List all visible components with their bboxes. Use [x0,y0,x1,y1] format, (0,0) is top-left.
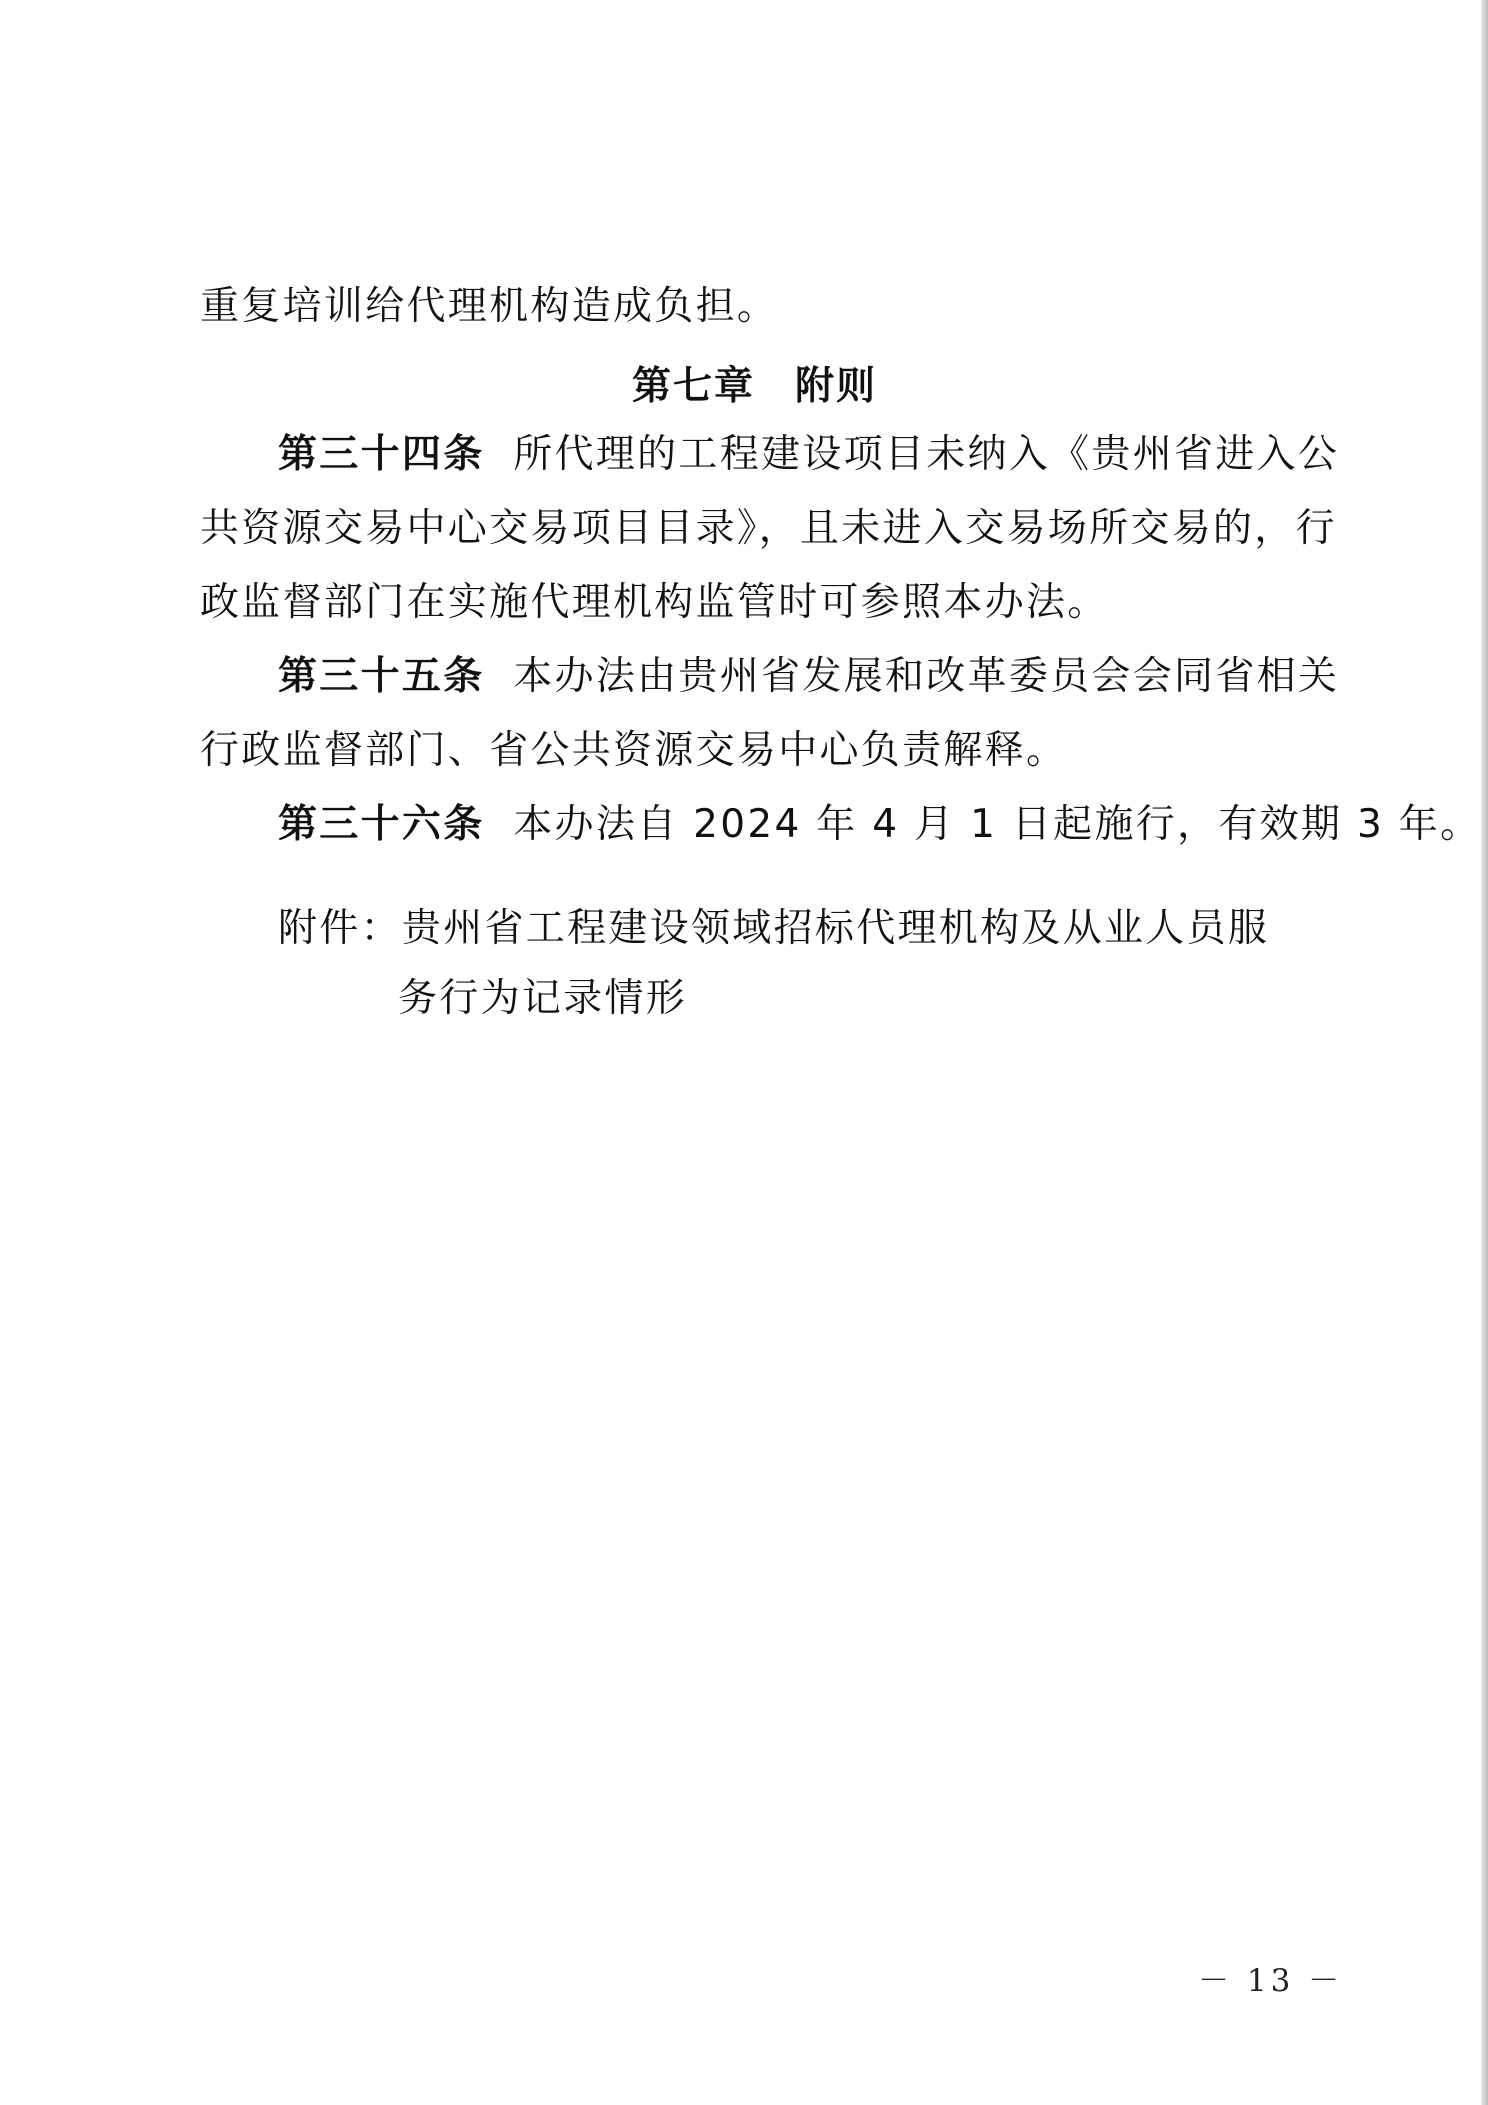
page-number: － 13 － [1198,1963,1344,1999]
attachment-first-line [278,894,1269,964]
article-36-first-line [278,788,1481,862]
article-34-line-1: 所代理的工程建设项目未纳入《贵州省进入公 [513,432,1340,477]
article-34-first-line [278,418,1339,492]
attachment-line-1: 贵州省工程建设领域招标代理机构及从业人员服 [401,906,1270,951]
article-36-label: 第三十六条 [278,802,485,847]
page-edge-shadow [1481,0,1488,2105]
continuation-line: 重复培训给代理机构造成负担。 [200,284,779,329]
attachment-label: 附件： [278,906,402,951]
chapter-title: 附则 [795,364,878,409]
article-35-line-2: 行政监督部门、省公共资源交易中心负责解释。 [200,728,1068,773]
attachment [200,894,1305,1054]
articles [200,418,1482,878]
article-34-label: 第三十四条 [278,432,485,477]
article-36-line-1: 本办法自 2024 年 4 月 1 日起施行，有效期 3 年。 [513,802,1482,847]
chapter-heading [632,350,877,424]
chapter-number: 第七章 [632,364,756,409]
article-35-first-line [278,640,1339,714]
attachment-line-2: 务行为记录情形 [398,976,688,1021]
article-35-line-1: 本办法由贵州省发展和改革委员会会同省相关 [513,654,1340,699]
article-34-line-2-wrap [200,492,1337,566]
article-34-line-3: 政监督部门在实施代理机构监管时可参照本办法。 [200,580,1109,625]
article-34-line-2: 共资源交易中心交易项目目录》，且未进入交易场所交易的，行 [200,506,1337,551]
article-35-label: 第三十五条 [278,654,485,699]
